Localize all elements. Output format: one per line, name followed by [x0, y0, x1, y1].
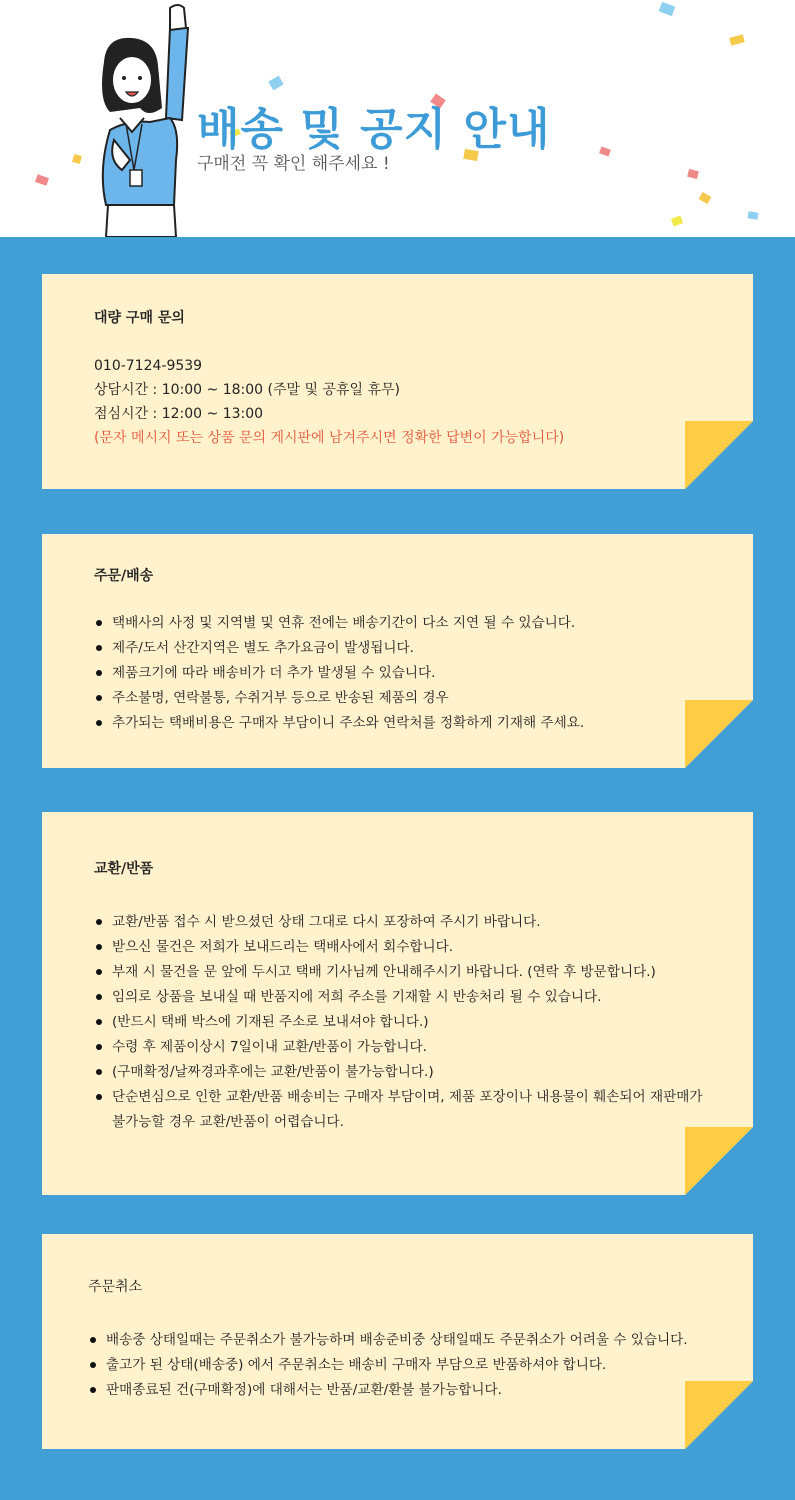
- exchange-return-list: [94, 910, 714, 1135]
- list-item: (구매확정/날짜경과후에는 교환/반품이 불가능합니다.): [94, 1060, 714, 1085]
- page-curl-icon: [685, 1127, 753, 1195]
- page-curl-icon: [685, 1381, 753, 1449]
- page-title: 배송 및 공지 안내: [197, 104, 551, 155]
- confetti-decoration: [699, 192, 712, 204]
- page-subtitle: 구매전 꼭 확인 해주세요 !: [197, 154, 390, 174]
- list-item: 단순변심으로 인한 교환/반품 배송비는 구매자 부담이며, 제품 포장이나 내용물이 훼손되어 재판매가 불가능할 경우 교환/반품이 어렵습니다.: [94, 1085, 714, 1135]
- bullet-icon: [90, 1337, 96, 1343]
- bullet-icon: [96, 1019, 102, 1025]
- page-curl-icon: [685, 421, 753, 489]
- list-item: 교환/반품 접수 시 받으셨던 상태 그대로 다시 포장하여 주시기 바랍니다.: [94, 910, 714, 935]
- confetti-decoration: [659, 2, 676, 16]
- bullet-icon: [96, 1069, 102, 1075]
- list-item: 임의로 상품을 보내실 때 반품지에 저희 주소를 기재할 시 반송처리 될 수 있습니다.: [94, 985, 714, 1010]
- bulk-purchase-notice: (문자 메시지 또는 상품 문의 게시판에 남겨주시면 정확한 답변이 가능합니다): [94, 430, 565, 446]
- list-item: 제주/도서 산간지역은 별도 추가요금이 발생됩니다.: [94, 636, 584, 661]
- bullet-icon: [90, 1387, 96, 1393]
- order-shipping-list: [94, 611, 584, 736]
- bulk-purchase-hours: 상담시간 : 10:00 ~ 18:00 (주말 및 공휴일 휴무): [94, 382, 400, 398]
- bulk-purchase-note: [42, 274, 753, 489]
- page-curl-icon: [685, 700, 753, 768]
- list-item: 배송중 상태일때는 주문취소가 불가능하며 배송준비중 상태일때도 주문취소가 어려울 수 있습니다.: [88, 1328, 688, 1353]
- bullet-icon: [96, 670, 102, 676]
- confetti-decoration: [268, 76, 283, 91]
- notice-area: [0, 237, 795, 1500]
- bullet-icon: [96, 645, 102, 651]
- list-item: 판매종료된 건(구매확정)에 대해서는 반품/교환/환불 불가능합니다.: [88, 1378, 688, 1403]
- list-item: (반드시 택배 박스에 기재된 주소로 보내셔야 합니다.): [94, 1010, 714, 1035]
- bullet-icon: [96, 1094, 102, 1100]
- bullet-icon: [96, 994, 102, 1000]
- bullet-icon: [96, 969, 102, 975]
- confetti-decoration: [599, 147, 611, 157]
- bulk-purchase-lunch: 점심시간 : 12:00 ~ 13:00: [94, 406, 264, 422]
- exchange-return-note: [42, 812, 753, 1195]
- bulk-purchase-title: 대량 구매 문의: [94, 310, 185, 326]
- bullet-icon: [96, 919, 102, 925]
- order-shipping-title: 주문/배송: [94, 568, 154, 584]
- list-item: 받으신 물건은 저희가 보내드리는 택배사에서 회수합니다.: [94, 935, 714, 960]
- bullet-icon: [90, 1362, 96, 1368]
- confetti-decoration: [671, 216, 683, 227]
- confetti-decoration: [729, 34, 745, 45]
- bullet-icon: [96, 1044, 102, 1050]
- confetti-decoration: [747, 211, 758, 220]
- exchange-return-title: 교환/반품: [94, 861, 154, 877]
- order-shipping-note: [42, 534, 753, 768]
- list-item: 부재 시 물건을 문 앞에 두시고 택배 기사님께 안내해주시기 바랍니다. (연락 후 방문합니다.): [94, 960, 714, 985]
- confetti-decoration: [687, 169, 699, 179]
- bullet-icon: [96, 944, 102, 950]
- order-cancel-list: [88, 1328, 688, 1403]
- list-item: 출고가 된 상태(배송중) 에서 주문취소는 배송비 구매자 부담으로 반품하셔야 합니다.: [88, 1353, 688, 1378]
- list-item: 택배사의 사정 및 지역별 및 연휴 전에는 배송기간이 다소 지연 될 수 있습니다.: [94, 611, 584, 636]
- order-cancel-note: [42, 1234, 753, 1449]
- list-item: 제품크기에 따라 배송비가 더 추가 발생될 수 있습니다.: [94, 661, 584, 686]
- list-item: 수령 후 제품이상시 7일이내 교환/반품이 가능합니다.: [94, 1035, 714, 1060]
- confetti-decoration: [35, 174, 49, 186]
- bullet-icon: [96, 720, 102, 726]
- bullet-icon: [96, 620, 102, 626]
- list-item: 주소불명, 연락불통, 수취거부 등으로 반송된 제품의 경우: [94, 686, 584, 711]
- order-cancel-title: 주문취소: [88, 1279, 143, 1295]
- bulk-purchase-phone: 010-7124-9539: [94, 358, 203, 374]
- list-item: 추가되는 택배비용은 구매자 부담이니 주소와 연락처를 정확하게 기재해 주세요.: [94, 711, 584, 736]
- woman-cheering-illustration: [70, 0, 200, 237]
- header-banner: [0, 0, 795, 237]
- bullet-icon: [96, 695, 102, 701]
